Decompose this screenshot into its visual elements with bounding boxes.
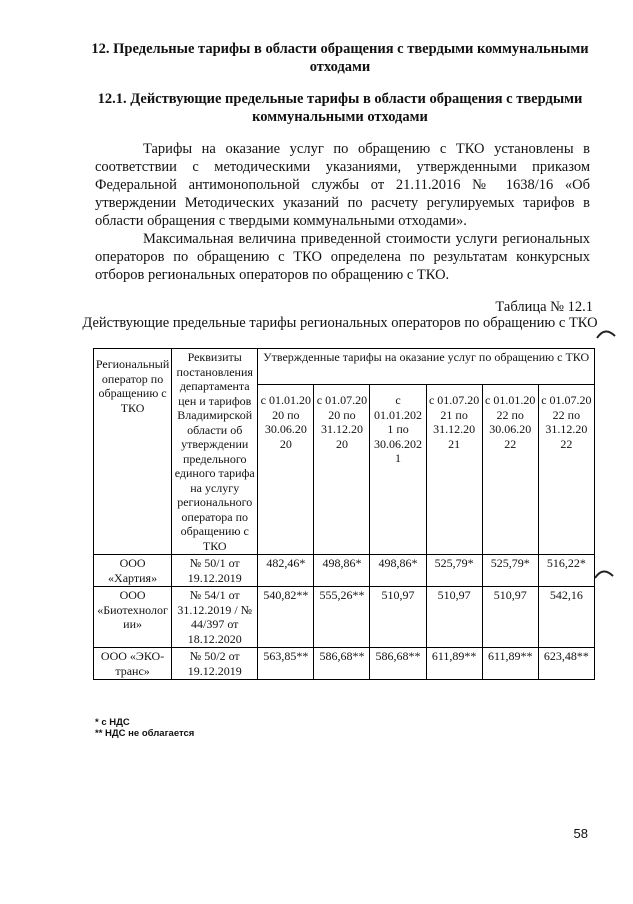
operator-cell: ООО «ЭКО-транс» <box>94 648 172 680</box>
subsection-heading: 12.1. Действующие предельные тарифы в области обращения с твердыми коммунальными отходами <box>97 91 583 125</box>
section-heading: 12. Предельные тарифы в области обращения с твердыми коммунальными отходами <box>91 41 589 75</box>
requisites-cell: № 50/2 от 19.12.2019 <box>172 648 258 680</box>
operator-cell: ООО «Хартия» <box>94 555 172 587</box>
period-header: с 01.01.20 20 по 30.06.20 20 <box>258 385 314 555</box>
table-header-row <box>94 349 595 385</box>
paragraph-methodology: Тарифы на оказание услуг по обращению с ТКО установлены в соответствии с методическими указаниями, утвержденными приказом Федеральной антимонопольной службы от 21.11.2016 № 1638/16 «Об утверждении Методических указаний по расчету регулируемых тарифов в области обращения с твердыми коммунальными отходами». <box>95 141 590 229</box>
table-row <box>94 555 595 587</box>
tariff-cell: 611,89** <box>482 648 538 680</box>
scan-mark-icon <box>593 566 615 580</box>
tariff-cell: 516,22* <box>538 555 594 587</box>
tariff-cell: 525,79* <box>426 555 482 587</box>
header-tariffs: Утвержденные тарифы на оказание услуг по обращению с ТКО <box>258 349 595 385</box>
period-header: с 01.01.20 22 по 30.06.20 22 <box>482 385 538 555</box>
table-caption: Действующие предельные тарифы региональных операторов по обращению с ТКО <box>82 315 598 331</box>
tariff-cell: 510,97 <box>482 587 538 648</box>
tariff-cell: 542,16 <box>538 587 594 648</box>
header-operator: Региональный оператор по обращению с ТКО <box>94 349 172 555</box>
tariffs-table <box>93 348 595 680</box>
period-header: с 01.07.20 20 по 31.12.20 20 <box>314 385 370 555</box>
operator-cell: ООО «Биотехнолог ии» <box>94 587 172 648</box>
scan-mark-icon <box>595 326 617 340</box>
tariff-cell: 586,68** <box>314 648 370 680</box>
tariff-cell: 482,46* <box>258 555 314 587</box>
tariff-cell: 510,97 <box>370 587 426 648</box>
note-vat-included: * с НДС <box>95 717 130 728</box>
page-number: 58 <box>573 826 588 841</box>
period-header: с 01.07.20 22 по 31.12.20 22 <box>538 385 594 555</box>
tariff-cell: 498,86* <box>314 555 370 587</box>
requisites-cell: № 50/1 от 19.12.2019 <box>172 555 258 587</box>
tariff-cell: 563,85** <box>258 648 314 680</box>
period-header: с 01.01.202 1 по 30.06.202 1 <box>370 385 426 555</box>
tariff-cell: 586,68** <box>370 648 426 680</box>
table-number: Таблица № 12.1 <box>495 299 593 315</box>
requisites-cell: № 54/1 от 31.12.2019 / № 44/397 от 18.12.2020 <box>172 587 258 648</box>
note-vat-exempt: ** НДС не облагается <box>95 728 195 739</box>
table-notes <box>95 717 194 739</box>
tariff-cell: 611,89** <box>426 648 482 680</box>
tariff-cell: 555,26** <box>314 587 370 648</box>
tariff-cell: 525,79* <box>482 555 538 587</box>
table-row <box>94 587 595 648</box>
period-header: с 01.07.20 21 по 31.12.20 21 <box>426 385 482 555</box>
paragraph-max-cost: Максимальная величина приведенной стоимости услуги региональных операторов по обращению с ТКО определена по результатам конкурсных отборов региональных операторов по обращению с ТКО. <box>95 231 590 283</box>
tariff-cell: 510,97 <box>426 587 482 648</box>
tariff-cell: 498,86* <box>370 555 426 587</box>
tariff-cell: 623,48** <box>538 648 594 680</box>
tariff-cell: 540,82** <box>258 587 314 648</box>
header-requisites: Реквизиты постановления департамента цен и тарифов Владимирской области об утверждении предельного единого тарифа на услугу регионального оператора по обращению с ТКО <box>172 349 258 555</box>
table-row <box>94 648 595 680</box>
